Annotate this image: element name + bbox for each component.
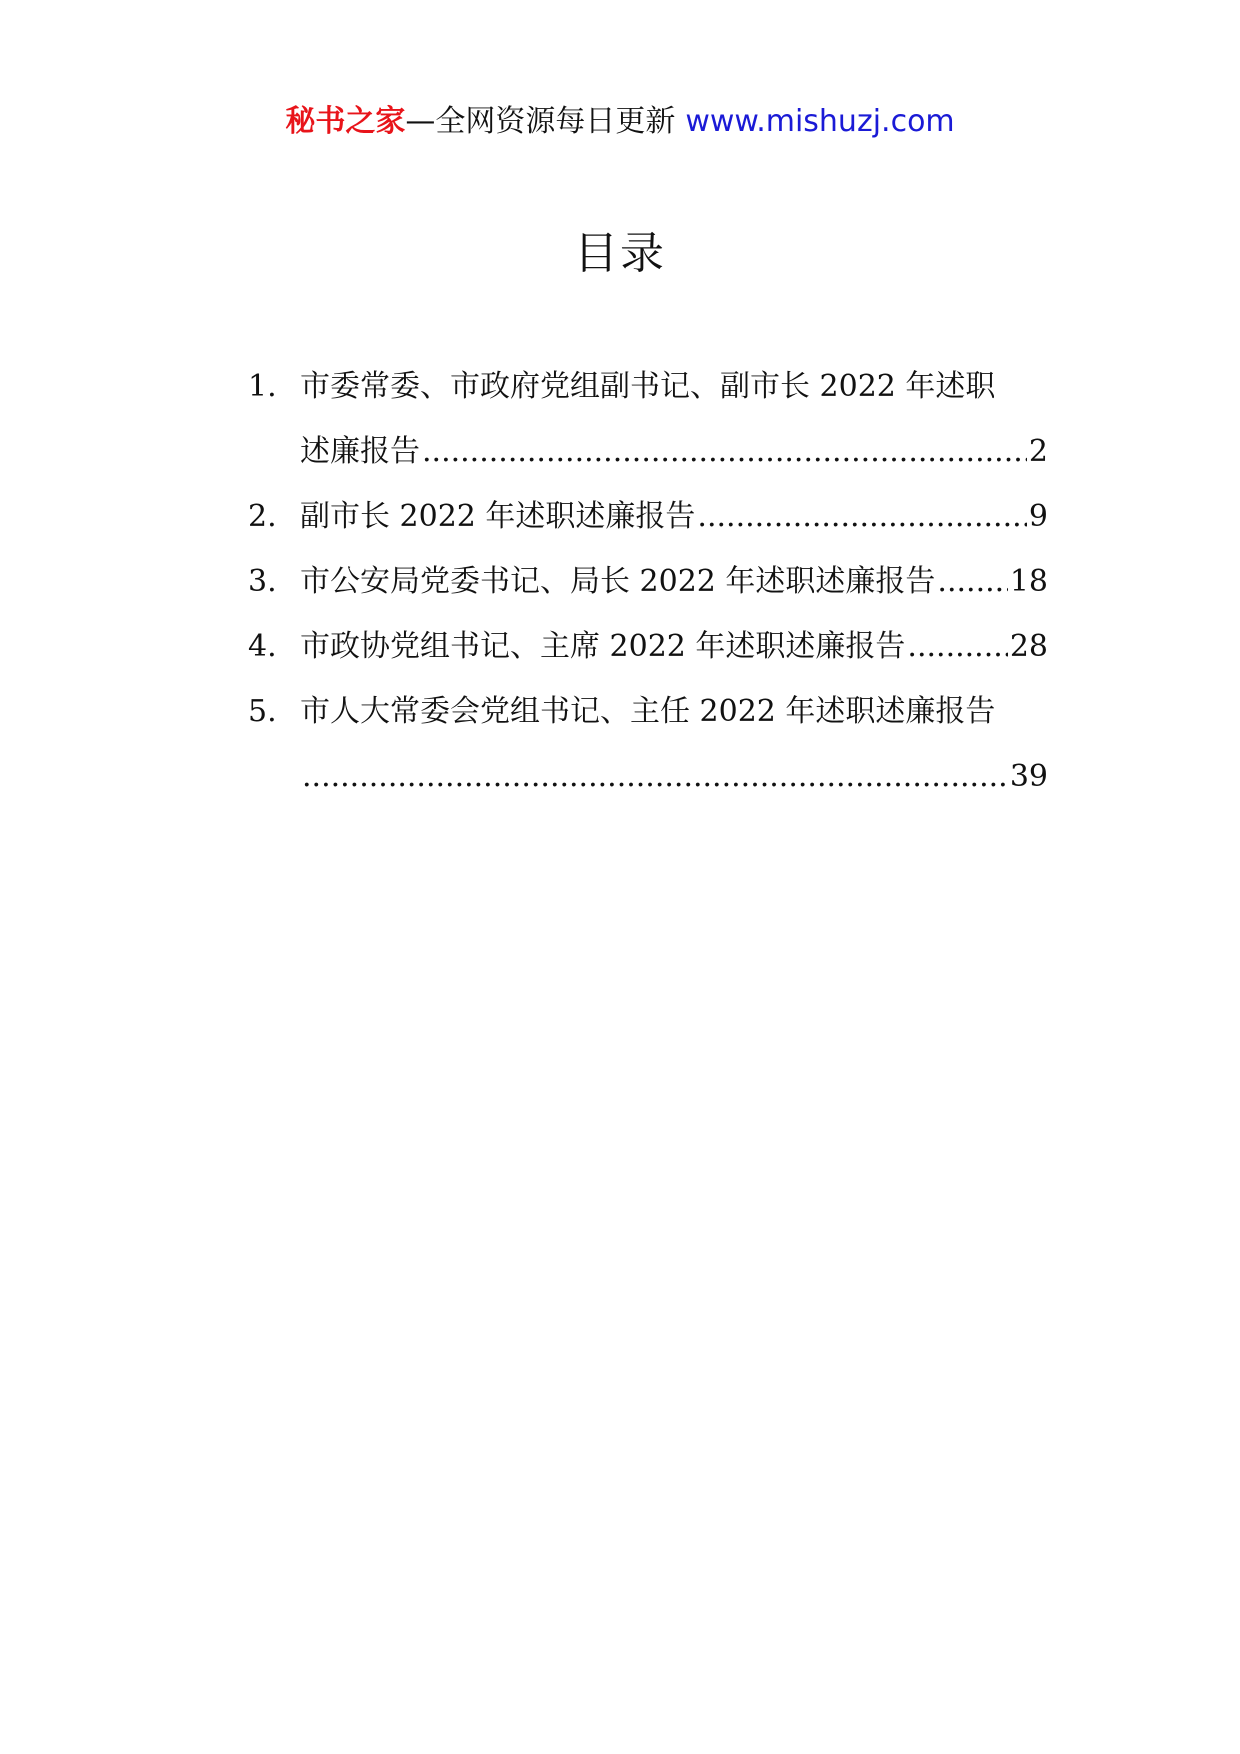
toc-entry-4[interactable] — [248, 614, 1048, 679]
toc-dot-leader — [907, 614, 1007, 679]
toc-dot-leader — [302, 744, 1008, 809]
brand-name: 秘书之家 — [285, 104, 406, 139]
toc-page-number: 39 — [1009, 759, 1048, 794]
table-of-contents — [248, 354, 1048, 809]
toc-title-continued: 述廉报告 — [300, 434, 420, 469]
toc-entry-2[interactable] — [248, 484, 1048, 549]
toc-number: 1. — [248, 369, 277, 404]
toc-number: 4. — [248, 629, 277, 664]
toc-number: 3. — [248, 564, 277, 599]
toc-title: 市政协党组书记、主席 2022 年述职述廉报告 — [300, 629, 906, 664]
toc-entry-5[interactable] — [248, 679, 1048, 809]
toc-page-number: 2 — [1028, 434, 1048, 469]
page-title: 目录 — [574, 228, 666, 279]
toc-title: 副市长 2022 年述职述廉报告 — [300, 499, 696, 534]
toc-number: 5. — [248, 694, 277, 729]
toc-dot-leader — [697, 484, 1026, 549]
toc-number: 2. — [248, 499, 277, 534]
toc-entry-3[interactable] — [248, 549, 1048, 614]
toc-title: 市委常委、市政府党组副书记、副市长 2022 年述职 — [300, 369, 996, 404]
toc-title: 市人大常委会党组书记、主任 2022 年述职述廉报告 — [300, 694, 996, 729]
header-slogan: —全网资源每日更新 — [405, 104, 676, 139]
toc-page-number: 9 — [1028, 499, 1048, 534]
toc-dot-leader — [422, 419, 1027, 484]
toc-dot-leader — [937, 549, 1007, 614]
site-url-link[interactable]: www.mishuzj.com — [685, 104, 955, 139]
toc-title: 市公安局党委书记、局长 2022 年述职述廉报告 — [300, 564, 936, 599]
toc-page-number: 18 — [1009, 564, 1048, 599]
toc-entry-1[interactable] — [248, 354, 1048, 484]
site-header — [0, 100, 1240, 144]
toc-page-number: 28 — [1009, 629, 1048, 664]
